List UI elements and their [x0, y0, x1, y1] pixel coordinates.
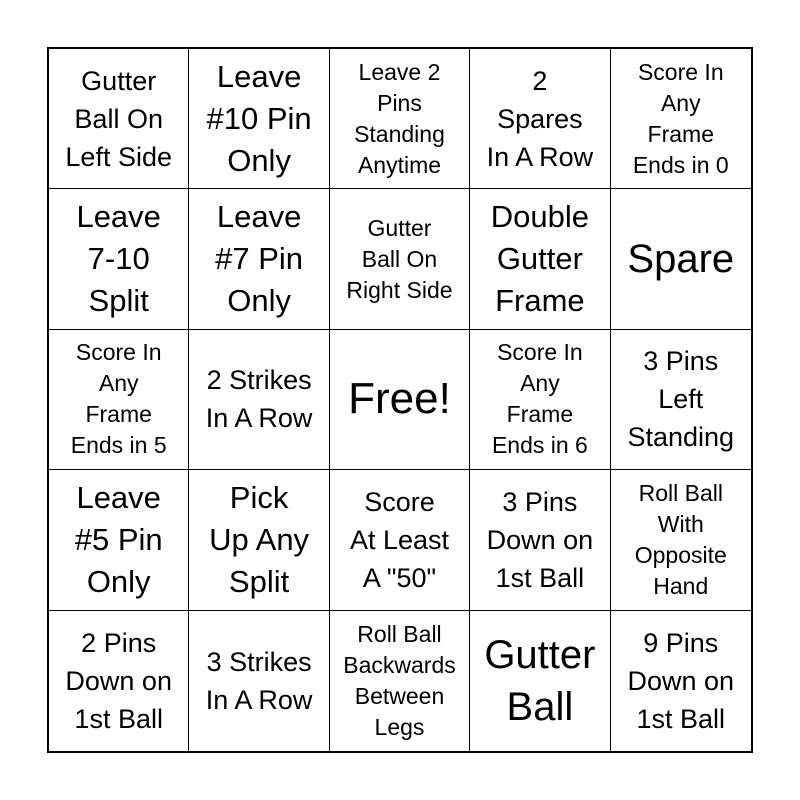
bingo-cell-r4c1[interactable]	[49, 470, 189, 610]
bingo-cell-text: Gutter Ball	[484, 632, 596, 729]
bingo-cell-r2c3[interactable]	[330, 189, 470, 329]
bingo-cell-text: 9 Pins Down on 1st Ball	[627, 627, 735, 734]
bingo-cell-text: Score In Any Frame Ends in 6	[491, 339, 588, 459]
bingo-cell-r2c1[interactable]	[49, 189, 189, 329]
bingo-cell-r5c5[interactable]	[611, 611, 751, 751]
bingo-cell-text: Leave #7 Pin Only	[215, 199, 304, 319]
bingo-cell-text: Roll Ball Backwards Between Legs	[343, 620, 456, 740]
bingo-cell-text: 2 Strikes In A Row	[205, 365, 313, 434]
bingo-cell-r4c4[interactable]	[470, 470, 610, 610]
bingo-cell-r2c4[interactable]	[470, 189, 610, 329]
bingo-cell-r5c3[interactable]	[330, 611, 470, 751]
bingo-cell-text: 3 Pins Down on 1st Ball	[486, 486, 594, 593]
bingo-cell-text: Pick Up Any Split	[209, 479, 310, 599]
bingo-cell-r1c2[interactable]	[189, 49, 329, 189]
bingo-cell-text: Leave 2 Pins Standing Anytime	[354, 58, 445, 178]
bingo-cell-text: Score At Least A "50"	[349, 486, 450, 593]
bingo-cell-text: Leave 7-10 Split	[76, 199, 161, 319]
bingo-cell-text: Leave #5 Pin Only	[74, 479, 163, 599]
bingo-cell-text: Leave #10 Pin Only	[206, 58, 312, 178]
bingo-cell-text: 3 Strikes In A Row	[205, 646, 313, 715]
bingo-cell-text: Score In Any Frame Ends in 0	[632, 58, 729, 178]
bingo-cell-r5c2[interactable]	[189, 611, 329, 751]
bingo-cell-r1c1[interactable]	[49, 49, 189, 189]
bingo-cell-text: Gutter Ball On Left Side	[65, 65, 172, 172]
bingo-cell-text: Gutter Ball On Right Side	[346, 214, 453, 303]
bingo-cell-r5c1[interactable]	[49, 611, 189, 751]
bingo-cell-text: Roll Ball With Opposite Hand	[634, 479, 727, 599]
bingo-cell-r1c3[interactable]	[330, 49, 470, 189]
bingo-cell-text: 2 Pins Down on 1st Ball	[65, 627, 172, 734]
bingo-cell-r1c4[interactable]	[470, 49, 610, 189]
bingo-board	[47, 47, 753, 753]
bingo-cell-r4c5[interactable]	[611, 470, 751, 610]
bingo-cell-r3c1[interactable]	[49, 330, 189, 470]
bingo-cell-r3c5[interactable]	[611, 330, 751, 470]
bingo-cell-text: Double Gutter Frame	[490, 199, 590, 319]
bingo-cell-r3c4[interactable]	[470, 330, 610, 470]
free-space-text: Free!	[348, 374, 451, 424]
bingo-cell-r3c3-free[interactable]	[330, 330, 470, 470]
bingo-cell-r4c2[interactable]	[189, 470, 329, 610]
bingo-cell-r1c5[interactable]	[611, 49, 751, 189]
bingo-cell-text: 3 Pins Left Standing	[627, 346, 735, 453]
bingo-cell-r3c2[interactable]	[189, 330, 329, 470]
bingo-cell-r4c3[interactable]	[330, 470, 470, 610]
bingo-cell-r5c4[interactable]	[470, 611, 610, 751]
bingo-cell-r2c2[interactable]	[189, 189, 329, 329]
bingo-cell-text: 2 Spares In A Row	[486, 65, 594, 172]
bingo-cell-text: Spare	[627, 237, 735, 282]
bingo-cell-text: Score In Any Frame Ends in 5	[70, 339, 167, 459]
bingo-cell-r2c5[interactable]	[611, 189, 751, 329]
